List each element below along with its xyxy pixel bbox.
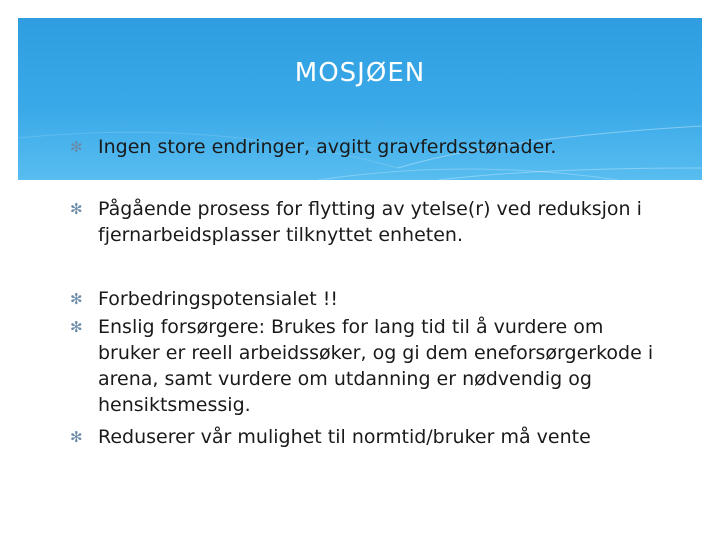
- slide-title: MOSJØEN: [294, 58, 426, 88]
- bullet-text: Enslig forsørgere: Brukes for lang tid til å vurdere om bruker er reell arbeidssøker, og gi dem eneforsørgerkode i arena, samt vurdere om utdanning er nødvendig og hensiktsmessig.: [98, 316, 654, 416]
- bullet-star-icon: ✻: [70, 318, 83, 336]
- bullet-star-icon: ✻: [70, 428, 83, 446]
- bullet-text: Pågående prosess for flytting av ytelse(r) ved reduksjon i fjernarbeidsplasser tilknyttet enheten.: [98, 198, 642, 246]
- bullet-star-icon: ✻: [70, 290, 83, 308]
- bullet-star-icon: ✻: [70, 200, 83, 218]
- bullet-text: Ingen store endringer, avgitt gravferdsstønader.: [98, 136, 557, 158]
- bullet-text: Reduserer vår mulighet til normtid/bruker må vente: [98, 426, 591, 448]
- bullet-star-icon: ✻: [70, 138, 83, 156]
- bullet-text: Forbedringspotensialet !!: [98, 288, 338, 310]
